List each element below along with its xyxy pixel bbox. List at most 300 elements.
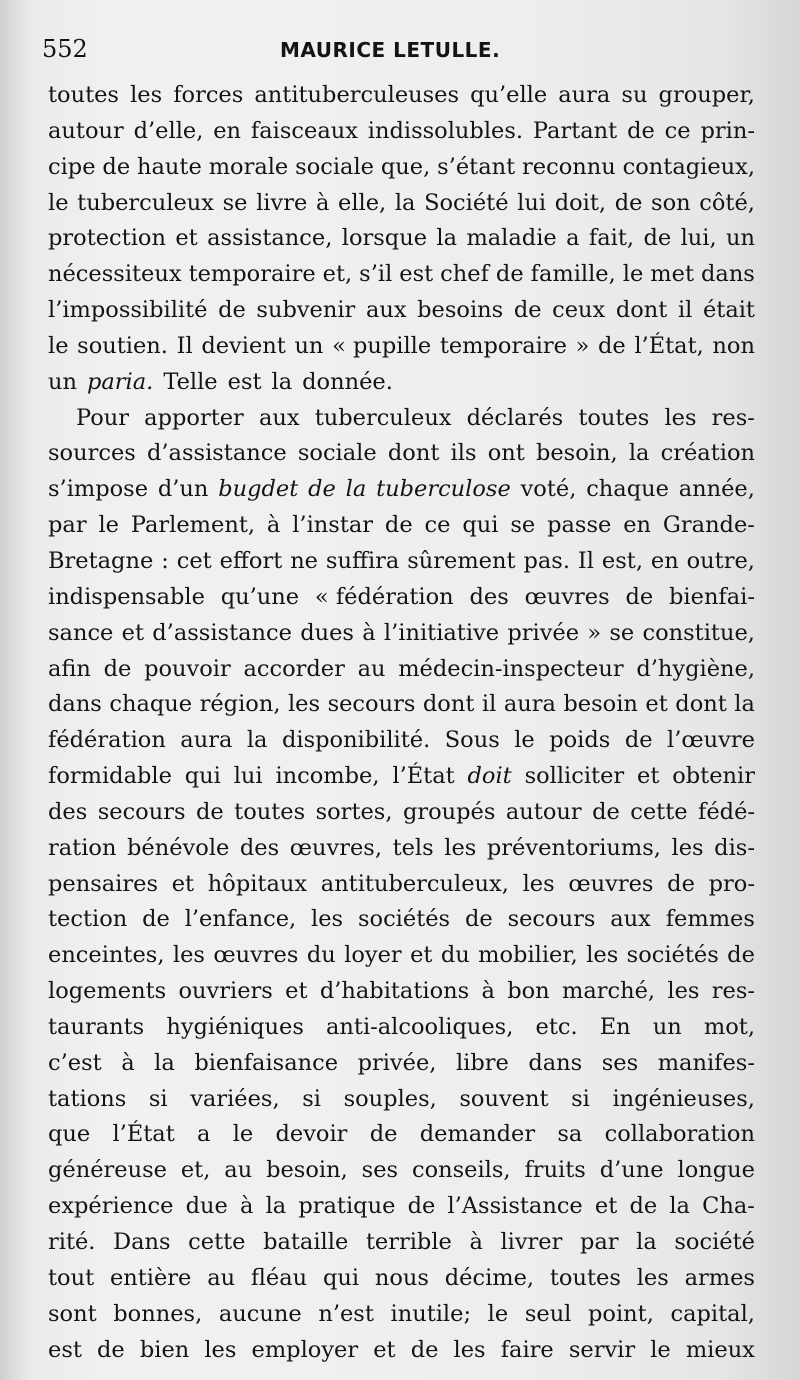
word: à (121, 1049, 135, 1076)
word: Dans (113, 1229, 171, 1255)
word: qui (322, 1264, 360, 1291)
word: ouvriers (178, 978, 273, 1005)
word: haute (137, 153, 202, 180)
word: le (48, 332, 69, 359)
word: d’habitations (319, 978, 470, 1005)
word: de (308, 476, 336, 503)
word: la (271, 368, 293, 395)
word: Il (176, 332, 193, 359)
word: fléau (250, 1264, 308, 1291)
word: contagieux, (622, 153, 755, 180)
text-line (48, 831, 755, 867)
word: assistance, (207, 225, 333, 252)
word: l’initiative (383, 619, 500, 646)
word: due (185, 1193, 228, 1220)
word: œuvres (568, 870, 654, 897)
word: décime, (444, 1264, 535, 1291)
word: mieux (685, 1336, 755, 1363)
word: sûrement (407, 547, 516, 574)
word: le (232, 1121, 254, 1148)
word: dis- (714, 834, 755, 861)
word: Partant (532, 117, 618, 144)
word: pouvoir (144, 655, 231, 682)
word: se (609, 619, 635, 646)
word: l’enfance, (184, 906, 297, 933)
word: la (394, 189, 416, 216)
word: et (594, 1193, 618, 1220)
word: de (97, 1336, 125, 1363)
word: en (213, 117, 242, 144)
word: effort (219, 547, 283, 574)
word: fédé- (698, 798, 755, 825)
word: les (444, 834, 477, 861)
word: aura (180, 727, 233, 754)
word: de (384, 512, 413, 539)
word: les (586, 942, 619, 969)
text-line (48, 436, 755, 472)
word: est (48, 1336, 82, 1363)
text-line (48, 1333, 755, 1369)
word: l’État (112, 1121, 175, 1148)
word: tection (48, 906, 128, 933)
word: à (362, 619, 376, 646)
word: la (345, 476, 367, 503)
word: un (726, 225, 755, 252)
word: dont (387, 440, 440, 467)
word: de (410, 1336, 439, 1363)
text-line (48, 365, 755, 401)
word: tuberculose (376, 476, 511, 503)
word: sociale (295, 153, 374, 180)
word: son (651, 189, 691, 216)
word: fruits (524, 1157, 586, 1184)
word: su (621, 82, 648, 108)
word: sont (48, 1300, 97, 1327)
word: tuberculeux (77, 189, 214, 216)
word: lui (233, 763, 263, 790)
word: antituberculeuses (254, 82, 460, 108)
word: antituberculeux, (320, 870, 509, 897)
word: était (702, 297, 755, 324)
word: tations (48, 1085, 127, 1112)
text-line (48, 759, 755, 795)
word: à (481, 978, 495, 1005)
word: entière (109, 1264, 192, 1291)
word: secours (327, 691, 416, 718)
word: et (175, 225, 198, 252)
word: cette (188, 1229, 246, 1255)
word: un (48, 368, 77, 395)
word: est (227, 368, 262, 395)
word: les (204, 1336, 237, 1363)
word: besoin (563, 691, 638, 718)
word: bugdet (218, 476, 299, 503)
word: seul (524, 1300, 572, 1327)
word: terrible (365, 1229, 452, 1255)
word: aura (503, 691, 556, 718)
word: bien (139, 1336, 190, 1363)
word: nécessiteux (48, 261, 182, 288)
word: sa (557, 1121, 583, 1148)
word: et, (180, 1157, 211, 1184)
word: déclarés (466, 404, 564, 431)
word: fédération (48, 727, 166, 754)
word: bataille (263, 1229, 349, 1255)
word: se (222, 189, 248, 216)
word: de (727, 942, 755, 969)
word: etc. (535, 1013, 578, 1040)
word: sortes, (315, 798, 393, 825)
word: ils (450, 440, 477, 467)
text-line (48, 867, 755, 903)
word: » (575, 332, 590, 359)
word: cipe (48, 153, 96, 180)
word: anti-alcooliques, (326, 1013, 514, 1040)
word: toutes (578, 404, 650, 431)
word: l’instar (292, 512, 374, 539)
word: de (513, 297, 542, 324)
word: lui (517, 189, 547, 216)
word: lorsque (341, 225, 428, 252)
word: région, (199, 691, 281, 718)
word: tuberculeux (314, 404, 452, 431)
word: accorder (243, 655, 345, 682)
text-line (48, 544, 755, 580)
word: aux (258, 404, 300, 431)
word: pensaires (48, 870, 158, 897)
word: les (172, 942, 205, 969)
word: manifes- (657, 1049, 755, 1076)
word: d’elle, (133, 117, 204, 144)
word: ce (664, 117, 691, 144)
word: suffira (325, 547, 400, 574)
word: dans (701, 261, 755, 288)
word: armes (684, 1264, 755, 1291)
word: devoir (275, 1121, 348, 1148)
word: a (197, 1121, 211, 1148)
word: par (48, 512, 87, 539)
text-line (48, 974, 755, 1010)
word: Pour (76, 404, 130, 431)
word: inutile; (390, 1300, 472, 1327)
word: un (294, 332, 324, 359)
word: s’il (359, 261, 393, 288)
text-line (48, 795, 755, 831)
word: est, (601, 547, 643, 574)
word: dont (675, 691, 727, 718)
word: ne (290, 547, 318, 574)
word: des (48, 798, 88, 825)
word: constitue, (642, 619, 755, 646)
word: formidable (48, 763, 172, 790)
word: groupés (402, 798, 496, 825)
word: En (599, 1013, 631, 1040)
word: sance (48, 619, 114, 646)
word: de (142, 906, 170, 933)
page-header (0, 34, 800, 64)
word: qu’une (220, 583, 300, 610)
word: de (597, 332, 626, 359)
text-line (48, 257, 755, 293)
word: toutes (234, 798, 306, 825)
word: tels (392, 834, 434, 861)
word: autour (505, 798, 582, 825)
word: tout (48, 1264, 95, 1291)
text-line (48, 114, 755, 150)
word: lui, (680, 225, 717, 252)
word: sociale (297, 440, 377, 467)
word: de (464, 906, 493, 933)
word: pas. (523, 547, 570, 574)
word: que (48, 1121, 91, 1148)
word: secours (97, 798, 186, 825)
word: indispensable (48, 583, 205, 610)
word: nous (374, 1264, 429, 1291)
word: et, (322, 261, 353, 288)
word: variées, (190, 1085, 280, 1112)
word: la (246, 727, 268, 754)
word: pro- (708, 870, 755, 897)
word: aux (365, 297, 407, 324)
word: Parlement, (130, 512, 256, 539)
word: Telle (163, 368, 218, 395)
text-line (48, 1046, 755, 1082)
word: elle, (338, 189, 387, 216)
word: bienfaisance (194, 1049, 339, 1076)
word: bon (507, 978, 550, 1005)
word: privée, (357, 1049, 437, 1076)
word: ses (601, 1049, 639, 1076)
word: res- (711, 978, 755, 1005)
word: pratique (298, 1193, 396, 1220)
word: un (652, 1013, 682, 1040)
word: ingénieuses, (612, 1085, 755, 1112)
text-line (48, 1225, 755, 1261)
word: côté, (699, 189, 755, 216)
word: que, (380, 153, 431, 180)
word: Grande- (662, 512, 755, 539)
word: marché, (561, 978, 656, 1005)
word: dans (48, 691, 102, 718)
word: « fédération (314, 583, 454, 610)
word: faire (500, 1336, 554, 1363)
text-line (48, 329, 755, 365)
word: taurants (48, 1013, 145, 1040)
word: obtenir (672, 763, 755, 790)
word: création (660, 440, 755, 467)
word: Cha- (702, 1193, 755, 1220)
word: société (674, 1229, 755, 1255)
word: ce (424, 512, 451, 539)
word: de (102, 153, 131, 180)
word: de (407, 1193, 436, 1220)
word: si (148, 1085, 168, 1112)
word: enceintes, (48, 942, 165, 969)
word: res- (711, 404, 755, 431)
word: Sous (444, 727, 500, 754)
word: par (579, 1229, 619, 1255)
word: ont (487, 440, 525, 467)
word: expérience (48, 1193, 174, 1220)
word: et (637, 763, 660, 790)
word: souples, (343, 1085, 437, 1112)
word: cet (176, 547, 212, 574)
text-line (48, 78, 755, 114)
word: logements (48, 978, 167, 1005)
word: besoin, (266, 1157, 348, 1184)
word: dont (615, 297, 668, 324)
word: le (48, 189, 69, 216)
word: la (734, 691, 755, 718)
word: des (469, 583, 509, 610)
text-line (48, 902, 755, 938)
text-line (48, 186, 755, 222)
word: et (171, 870, 195, 897)
word: la (154, 1049, 175, 1076)
word: afin (48, 655, 91, 682)
word: apporter (144, 404, 244, 431)
word: » (587, 619, 602, 646)
paragraph (48, 78, 755, 401)
word: faisceaux (250, 117, 358, 144)
word: s’impose (48, 476, 149, 503)
word: dues (300, 619, 354, 646)
word: de (218, 297, 246, 324)
word: femmes (665, 906, 755, 933)
word: non (712, 332, 755, 359)
word: d’assistance (147, 440, 287, 467)
word: point, (588, 1300, 654, 1327)
word: forces (173, 82, 244, 108)
word: fait, (588, 225, 635, 252)
word: aucune (218, 1300, 302, 1327)
word: à (469, 1229, 483, 1255)
word: de (103, 655, 132, 682)
word: Bretagne (48, 547, 154, 574)
word: solliciter (524, 763, 625, 790)
word: devient (201, 332, 286, 359)
word: de (369, 1121, 398, 1148)
word: les (311, 906, 344, 933)
text-line (48, 293, 755, 329)
word: prin- (700, 117, 755, 144)
text-line (48, 652, 755, 688)
word: qui (462, 512, 499, 539)
word: conseils, (411, 1157, 511, 1184)
word: et (410, 942, 433, 969)
word: et (645, 691, 668, 718)
word: la (265, 1193, 287, 1220)
page-number: 552 (42, 35, 88, 63)
word: n’est (318, 1300, 374, 1327)
word: s’étant (437, 153, 516, 180)
word: le (622, 261, 644, 288)
word: si (571, 1085, 590, 1112)
word: sociétés (357, 906, 451, 933)
word: bonnes, (113, 1300, 203, 1327)
word: maladie (466, 225, 557, 252)
word: secours (507, 906, 596, 933)
word: en (623, 512, 652, 539)
word: les (522, 870, 555, 897)
word: des (239, 834, 280, 861)
word: morale (208, 153, 289, 180)
word: disponibilité. (281, 727, 431, 754)
word: aux (610, 906, 651, 933)
word: œuvres, (289, 834, 382, 861)
word: doit (467, 763, 512, 790)
word: ses (361, 1157, 399, 1184)
word: mot, (703, 1013, 755, 1040)
word: et (285, 978, 308, 1005)
word: loyer (344, 942, 402, 969)
word: bienfai- (669, 583, 755, 610)
word: a (566, 225, 580, 252)
word: sources (48, 440, 136, 467)
word: besoin, (535, 440, 618, 467)
text-line (48, 401, 755, 437)
word: grouper, (658, 82, 755, 108)
word: se (510, 512, 536, 539)
word: de (629, 1193, 658, 1220)
word: livre (256, 189, 308, 216)
text-line (48, 1117, 755, 1153)
word: incombe, (275, 763, 380, 790)
word: servir (568, 1336, 636, 1363)
word: paria. (86, 368, 154, 395)
text-line (48, 1010, 755, 1046)
word: il (481, 691, 497, 718)
word: de (643, 225, 672, 252)
word: ceux (552, 297, 606, 324)
word: hygiéniques (166, 1013, 304, 1040)
word: besoins (417, 297, 504, 324)
word: qu’elle (470, 82, 548, 108)
word: et (121, 619, 144, 646)
word: mobilier, (478, 942, 578, 969)
body-text (48, 78, 755, 1368)
word: ration (48, 834, 117, 861)
word: de (592, 798, 620, 825)
word: longue (677, 1157, 755, 1184)
word: employer (251, 1336, 359, 1363)
word: si (302, 1085, 321, 1112)
word: les (671, 834, 704, 861)
word: à (266, 512, 281, 539)
word: au (224, 1157, 253, 1184)
word: les (453, 1336, 486, 1363)
word: demander (419, 1121, 536, 1148)
word: Il (577, 547, 594, 574)
word: collaboration (604, 1121, 755, 1148)
word: de (495, 261, 524, 288)
word: toutes (549, 1264, 621, 1291)
word: chef (440, 261, 489, 288)
word: de (624, 727, 653, 754)
word: du (440, 942, 470, 969)
word: de (667, 870, 695, 897)
running-title: MAURICE LETULLE. (280, 38, 501, 62)
word: le (98, 512, 119, 539)
word: doit, (554, 189, 607, 216)
word: de (625, 583, 654, 610)
word: souvent (459, 1085, 549, 1112)
word: les (664, 404, 697, 431)
text-line (48, 1082, 755, 1118)
word: les (130, 82, 163, 108)
word: d’hygiène, (636, 655, 755, 682)
word: d’assistance (152, 619, 292, 646)
